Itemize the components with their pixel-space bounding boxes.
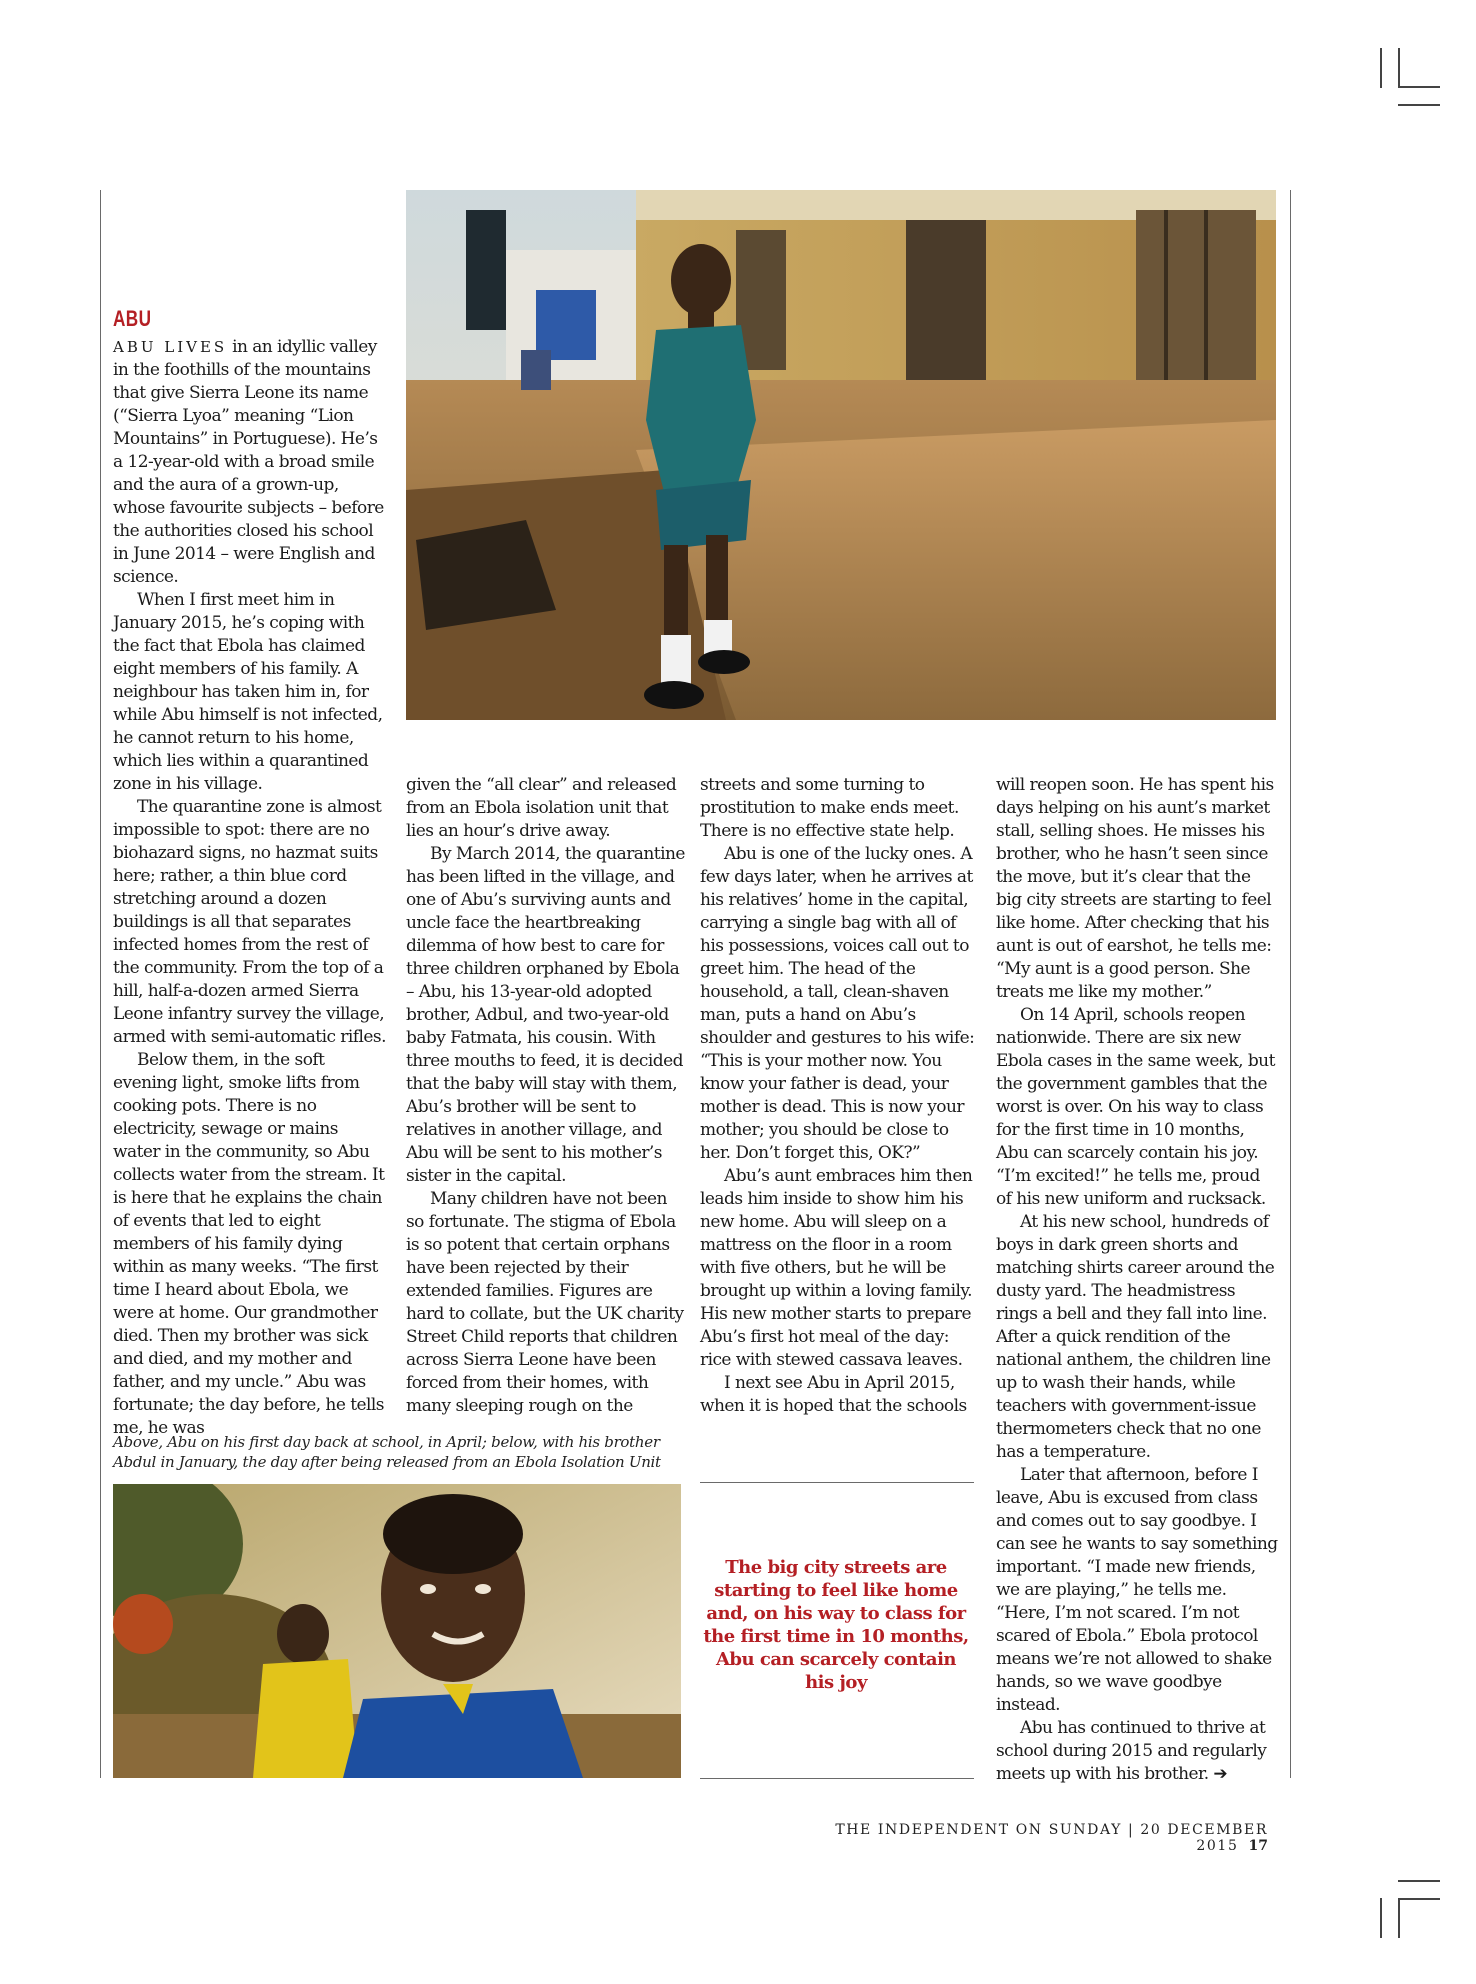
article-column-4 bbox=[996, 774, 1278, 1786]
crop-mark bbox=[1398, 86, 1440, 88]
crop-mark bbox=[1398, 1880, 1440, 1882]
pull-quote-text: The big city streets are starting to feel like home and, on his way to class for the first time in 10 months, Abu can scarcely contain his joy bbox=[703, 1557, 969, 1693]
crop-mark bbox=[1380, 1898, 1382, 1938]
section-title: ABU bbox=[113, 306, 152, 331]
crop-mark bbox=[1398, 104, 1440, 106]
crop-mark bbox=[1380, 48, 1382, 88]
paragraph: The quarantine zone is almost impossible to spot: there are no biohazard signs, no hazmat suits here; rather, a thin blue cord stretching around a dozen buildings is all that separates infected homes from the rest of the community. From the top of a hill, half-a-dozen armed Sierra Leone infantry survey the village, armed with semi-automatic rifles. bbox=[113, 797, 386, 1047]
paragraph: Later that afternoon, before I leave, Abu is excused from class and comes out to say goodbye. I can see he wants to say something important. “I made new friends, we are playing,” he tells me. “Here, I’m not scared. I’m not scared of Ebola.” Ebola protocol means we’re not allowed to shake hands, so we wave goodbye instead. bbox=[996, 1465, 1278, 1715]
paragraph: Abu’s aunt embraces him then leads him inside to show him his new home. Abu will sleep on a mattress on the floor in a room with five others, but he will be brought up within a loving family. His new mother starts to prepare Abu’s first hot meal of the day: rice with stewed cassava leaves. bbox=[700, 1166, 973, 1370]
pull-quote-rule-bottom bbox=[700, 1778, 974, 1779]
paragraph: in an idyllic valley in the foothills of the mountains that give Sierra Leone its name (“Sierra Lyoa” meaning “Lion Mountains” in Portuguese). He’s a 12-year-old with a broad smile and the aura of a grown-up, whose favourite subjects – before the authorities closed his school in June 2014 – were English and science. bbox=[113, 337, 384, 587]
paragraph: streets and some turning to prostitution to make ends meet. There is no effective state help. bbox=[700, 775, 959, 841]
pull-quote bbox=[700, 1556, 972, 1694]
crop-mark bbox=[1398, 1898, 1440, 1900]
paragraph: Many children have not been so fortunate. The stigma of Ebola is so potent that certain orphans have been rejected by their extended families. Figures are hard to collate, but the UK charity Street Child reports that children across Sierra Leone have been forced from their homes, with many sleeping rough on the bbox=[406, 1189, 684, 1416]
page-number: 17 bbox=[1248, 1838, 1268, 1854]
paragraph: When I first meet him in January 2015, he’s coping with the fact that Ebola has claimed eight members of his family. A neighbour has taken him in, for while Abu himself is not infected, he cannot return to his home, which lies within a quarantined zone in his village. bbox=[113, 590, 383, 794]
paragraph: Abu has continued to thrive at school during 2015 and regularly meets up with his brother. ➔ bbox=[996, 1718, 1267, 1784]
article-column-1 bbox=[113, 336, 389, 1440]
paragraph: By March 2014, the quarantine has been lifted in the village, and one of Abu’s surviving aunts and uncle face the heartbreaking dilemma of how best to care for three children orphaned by Ebola – Abu, his 13-year-old adopted brother, Adbul, and two-year-old baby Fatmata, his cousin. With three mouths to feed, it is decided that the baby will stay with them, Abu’s brother will be sent to relatives in another village, and Abu will be sent to his mother’s sister in the capital. bbox=[406, 844, 685, 1186]
publication-line: THE INDEPENDENT ON SUNDAY | 20 DECEMBER 2015 bbox=[835, 1822, 1268, 1854]
column-rule-right bbox=[1290, 190, 1291, 1778]
column-rule-left bbox=[100, 190, 101, 1778]
paragraph: given the “all clear” and released from an Ebola isolation unit that lies an hour’s drive away. bbox=[406, 775, 677, 841]
page-footer bbox=[788, 1822, 1268, 1854]
paragraph: Abu is one of the lucky ones. A few days later, when he arrives at his relatives’ home in the capital, carrying a single bag with all of his possessions, voices call out to greet him. The head of the household, a tall, clean-shaven man, puts a hand on Abu’s shoulder and gestures to his wife: “This is your mother now. You know your father is dead, your mother is dead. This is now your mother; you should be close to her. Don’t forget this, OK?” bbox=[700, 844, 975, 1163]
pull-quote-rule-top bbox=[700, 1482, 974, 1483]
paragraph: I next see Abu in April 2015, when it is hoped that the schools bbox=[700, 1373, 967, 1416]
lead-in: ABU LIVES bbox=[113, 338, 228, 356]
paragraph: will reopen soon. He has spent his days helping on his aunt’s market stall, selling shoes. He misses his brother, who he hasn’t seen since the move, but it’s clear that the big city streets are starting to feel like home. After checking that his aunt is out of earshot, he tells me: “My aunt is a good person. She treats me like my mother.” bbox=[996, 775, 1274, 1002]
photo-abu-with-brother bbox=[113, 1484, 681, 1778]
article-column-3 bbox=[700, 774, 982, 1418]
article-column-2 bbox=[406, 774, 686, 1418]
paragraph: Below them, in the soft evening light, smoke lifts from cooking pots. There is no electricity, sewage or mains water in the community, so Abu collects water from the stream. It is here that he explains the chain of events that led to eight members of his family dying within as many weeks. “The first time I heard about Ebola, we were at home. Our grandmother died. Then my brother was sick and died, and my mother and father, and my uncle.” Abu was fortunate; the day before, he tells me, he was bbox=[113, 1050, 385, 1438]
photo-caption: Above, Abu on his first day back at school, in April; below, with his brother Abdul in January, the day after being released from an Ebola Isolation Unit bbox=[113, 1433, 661, 1471]
crop-mark bbox=[1398, 48, 1400, 88]
photo-abu-at-school bbox=[406, 190, 1276, 720]
paragraph: On 14 April, schools reopen nationwide. There are six new Ebola cases in the same week, but the government gambles that the worst is over. On his way to class for the first time in 10 months, Abu can scarcely contain his joy. “I’m excited!” he tells me, proud of his new uniform and rucksack. bbox=[996, 1005, 1275, 1209]
paragraph: At his new school, hundreds of boys in dark green shorts and matching shirts career around the dusty yard. The headmistress rings a bell and they fall into line. After a quick rendition of the national anthem, the children line up to wash their hands, while teachers with government-issue thermometers check that no one has a temperature. bbox=[996, 1212, 1275, 1462]
crop-mark bbox=[1398, 1898, 1400, 1938]
